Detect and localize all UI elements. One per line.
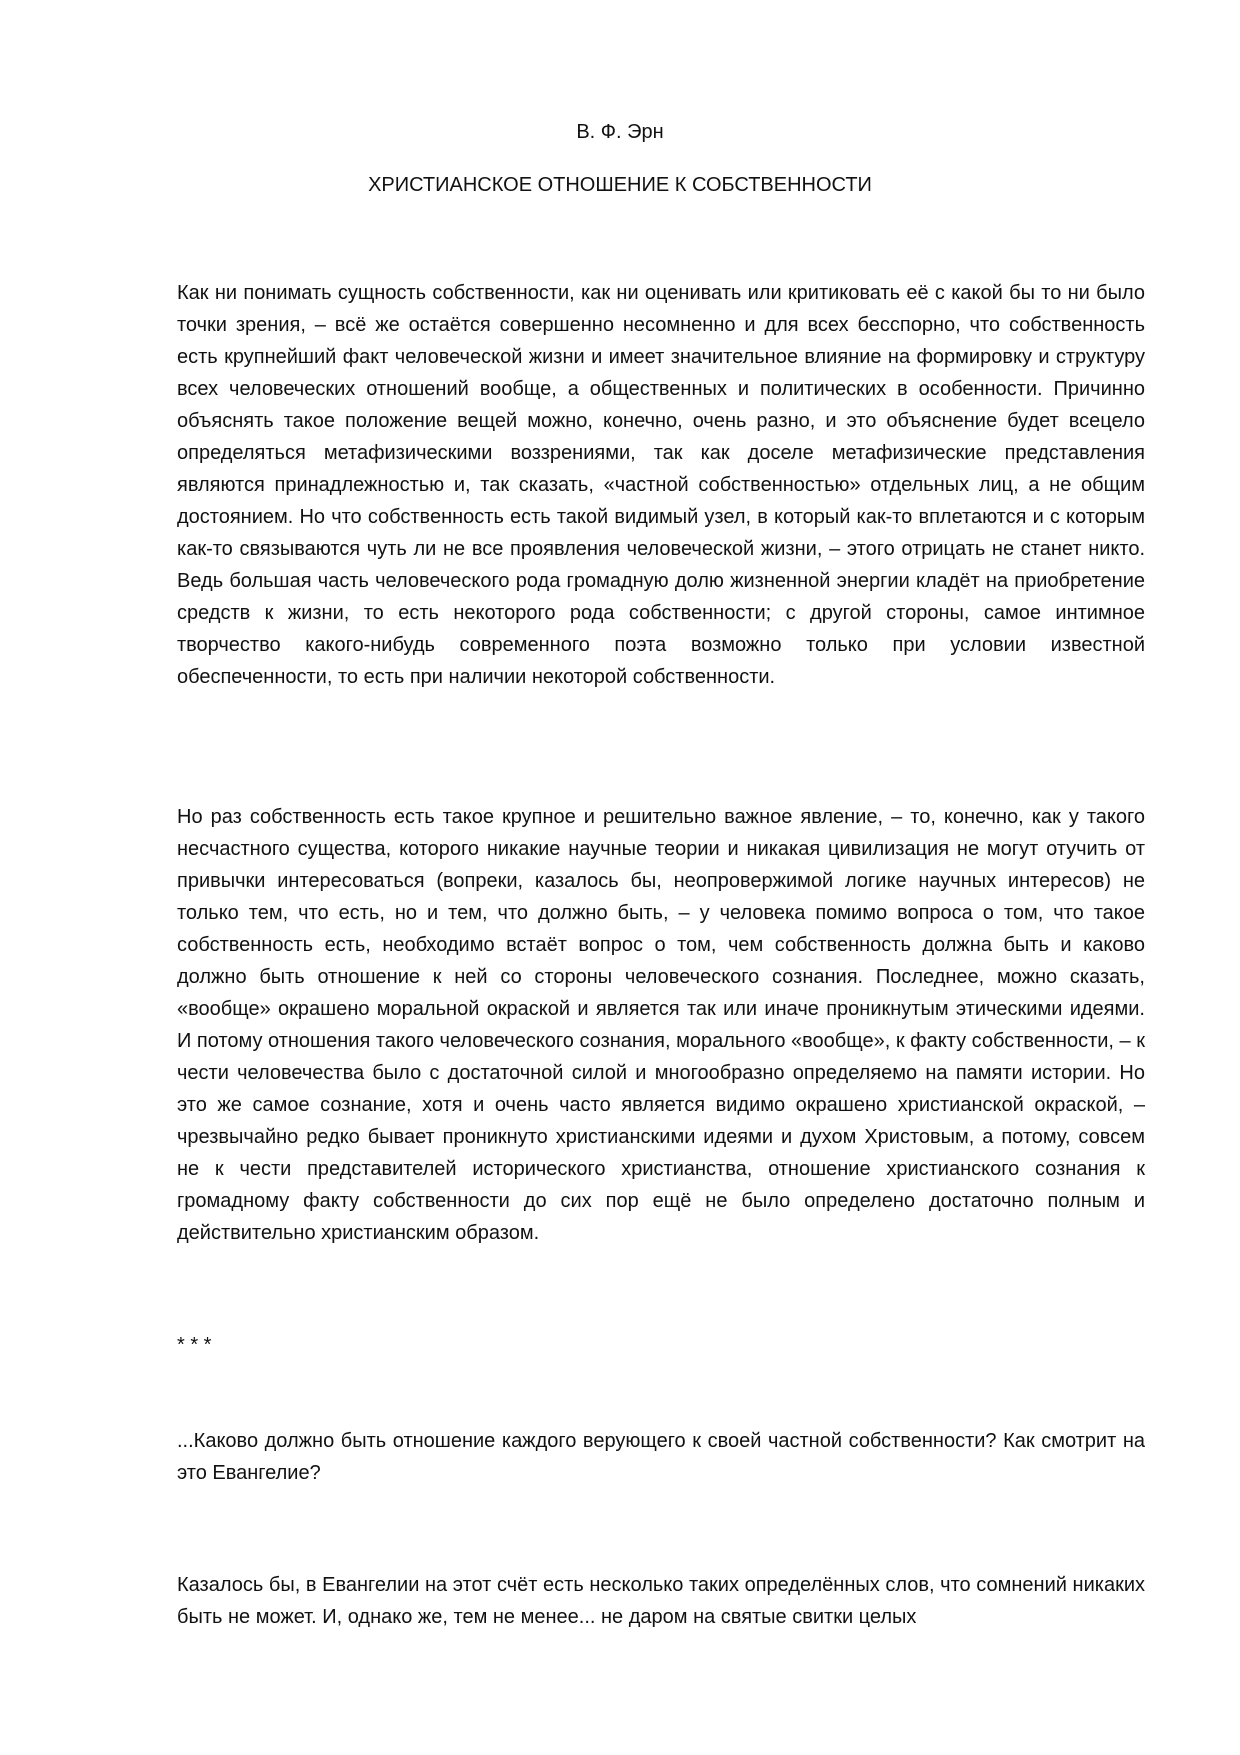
paragraph-2: Но раз собственность есть такое крупное и решительно важное явление, – то, конечно, как у такого несчастного существа, которого никакие научные теории и никакая цивилизация не могут отучить от привычки интересоваться (вопреки, казалось бы, неопровержимой логике научных интересов) не только тем, что есть, но и тем, что должно быть, – у человека помимо вопроса о том, что такое собственность есть, необходимо встаёт вопрос о том, чем собственность должна быть и каково должно быть отношение к ней со стороны человеческого сознания. Последнее, можно сказать, «вообще» окрашено моральной окраской и является так или иначе проникнутым этическими идеями. И потому отношения такого человеческого сознания, морального «вообще», к факту собственности, – к чести человечества было с достаточной силой и многообразно определяемо на памяти истории. Но это же самое сознание, хотя и очень часто является видимо окрашено христианской окраской, – чрезвычайно редко бывает проникнуто христианскими идеями и духом Христовым, а потому, совсем не к чести представителей исторического христианства, отношение христианского сознания к громадному факту собственности до сих пор ещё не было определено достаточно полным и действительно христианским образом. [177,806,1145,1244]
author-name: В. Ф. Эрн [576,121,664,143]
paragraph-4: Казалось бы, в Евангелии на этот счёт есть несколько таких определённых слов, что сомнений никаких быть не может. И, однако же, тем не менее... не даром на святые свитки целых [177,1574,1145,1628]
paragraph-1: Как ни понимать сущность собственности, как ни оценивать или критиковать её с какой бы то ни было точки зрения, – всё же остаётся совершенно несомненно и для всех бесспорно, что собственность есть крупнейший факт человеческой жизни и имеет значительное влияние на формировку и структуру всех человеческих отношений вообще, а общественных и политических в особенности. Причинно объяснять такое положение вещей можно, конечно, очень разно, и это объяснение будет всецело определяться метафизическими воззрениями, так как доселе метафизические представления являются принадлежностью и, так сказать, «частной собственностью» отдельных лиц, а не общим достоянием. Но что собственность есть такой видимый узел, в который как-то вплетаются и с которым как-то связываются чуть ли не все проявления человеческой жизни, – этого отрицать не станет никто. Ведь большая часть человеческого рода громадную долю жизненной энергии кладёт на приобретение средств к жизни, то есть некоторого рода собственности; с другой стороны, самое интимное творчество какого-нибудь современного поэта возможно только при условии известной обеспеченности, то есть при наличии некоторой собственности. [177,282,1145,688]
paragraph-3: ...Каково должно быть отношение каждого верующего к своей частной собственности? Как смотрит на это Евангелие? [177,1430,1145,1484]
section-separator: * * * [177,1334,212,1356]
document-title: ХРИСТИАНСКОЕ ОТНОШЕНИЕ К СОБСТВЕННОСТИ [368,174,872,196]
